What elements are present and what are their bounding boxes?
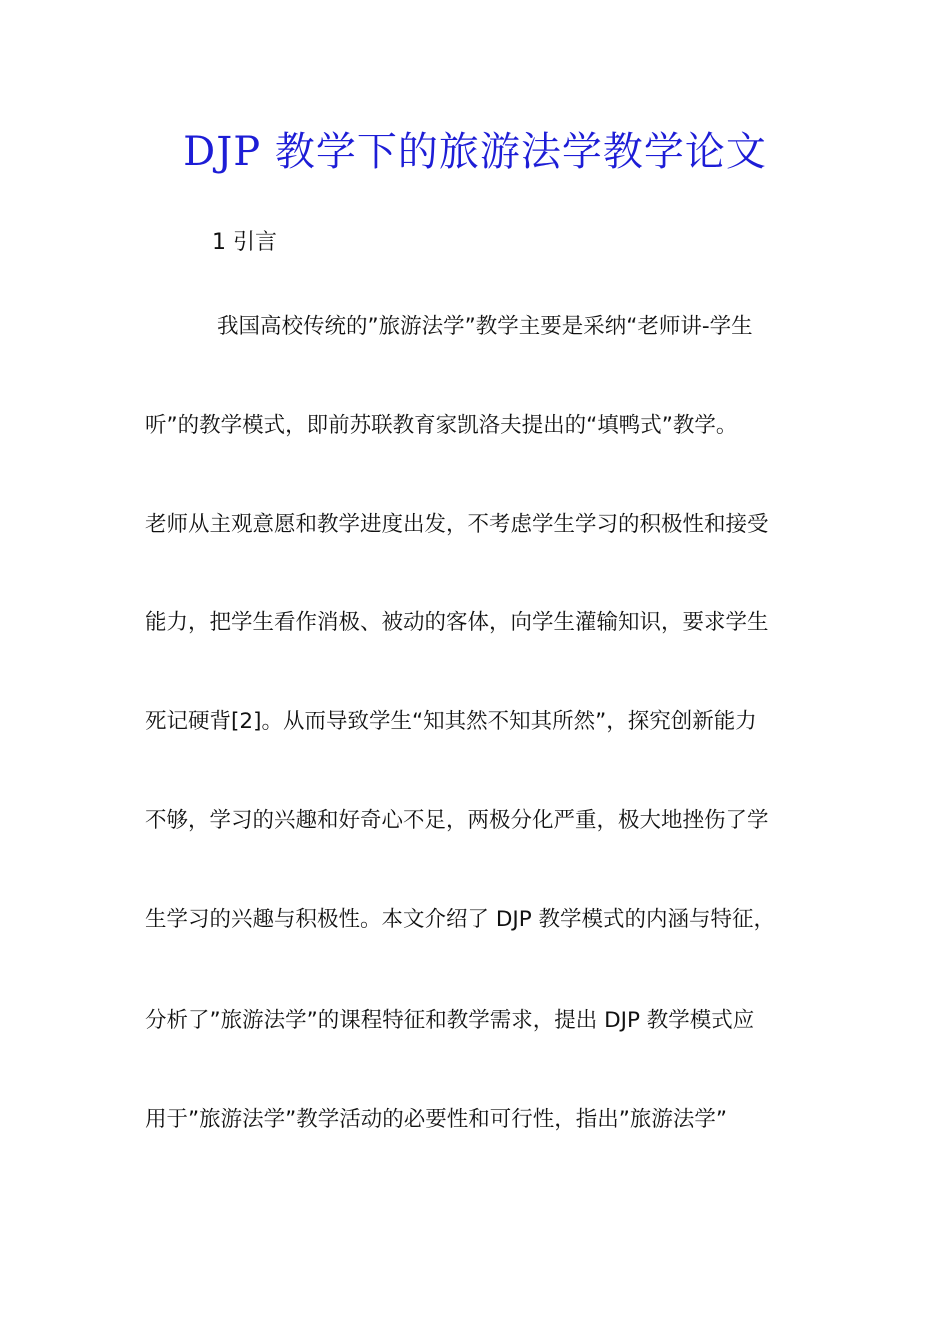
body-line: 不够，学习的兴趣和好奇心不足，两极分化严重，极大地挫伤了学 [145,808,769,833]
body-line: 用于”旅游法学”教学活动的必要性和可行性，指出”旅游法学” [145,1107,728,1132]
body-line: 我国高校传统的”旅游法学”教学主要是采纳“老师讲-学生 [217,314,753,339]
body-line: 死记硬背[2]。从而导致学生“知其然不知其所然”，探究创新能力 [145,709,757,734]
body-line: 听”的教学模式，即前苏联教育家凯洛夫提出的“填鸭式”教学。 [145,413,738,438]
body-line: 能力，把学生看作消极、被动的客体，向学生灌输知识，要求学生 [145,610,769,635]
body-line: 老师从主观意愿和教学进度出发，不考虑学生学习的积极性和接受 [145,512,769,537]
body-line: 分析了”旅游法学”的课程特征和教学需求，提出 DJP 教学模式应 [145,1008,755,1033]
document-title: DJP 教学下的旅游法学教学论文 [183,129,767,175]
body-line: 生学习的兴趣与积极性。本文介绍了 DJP 教学模式的内涵与特征， [145,907,776,932]
section-heading: 1 引言 [212,230,277,255]
